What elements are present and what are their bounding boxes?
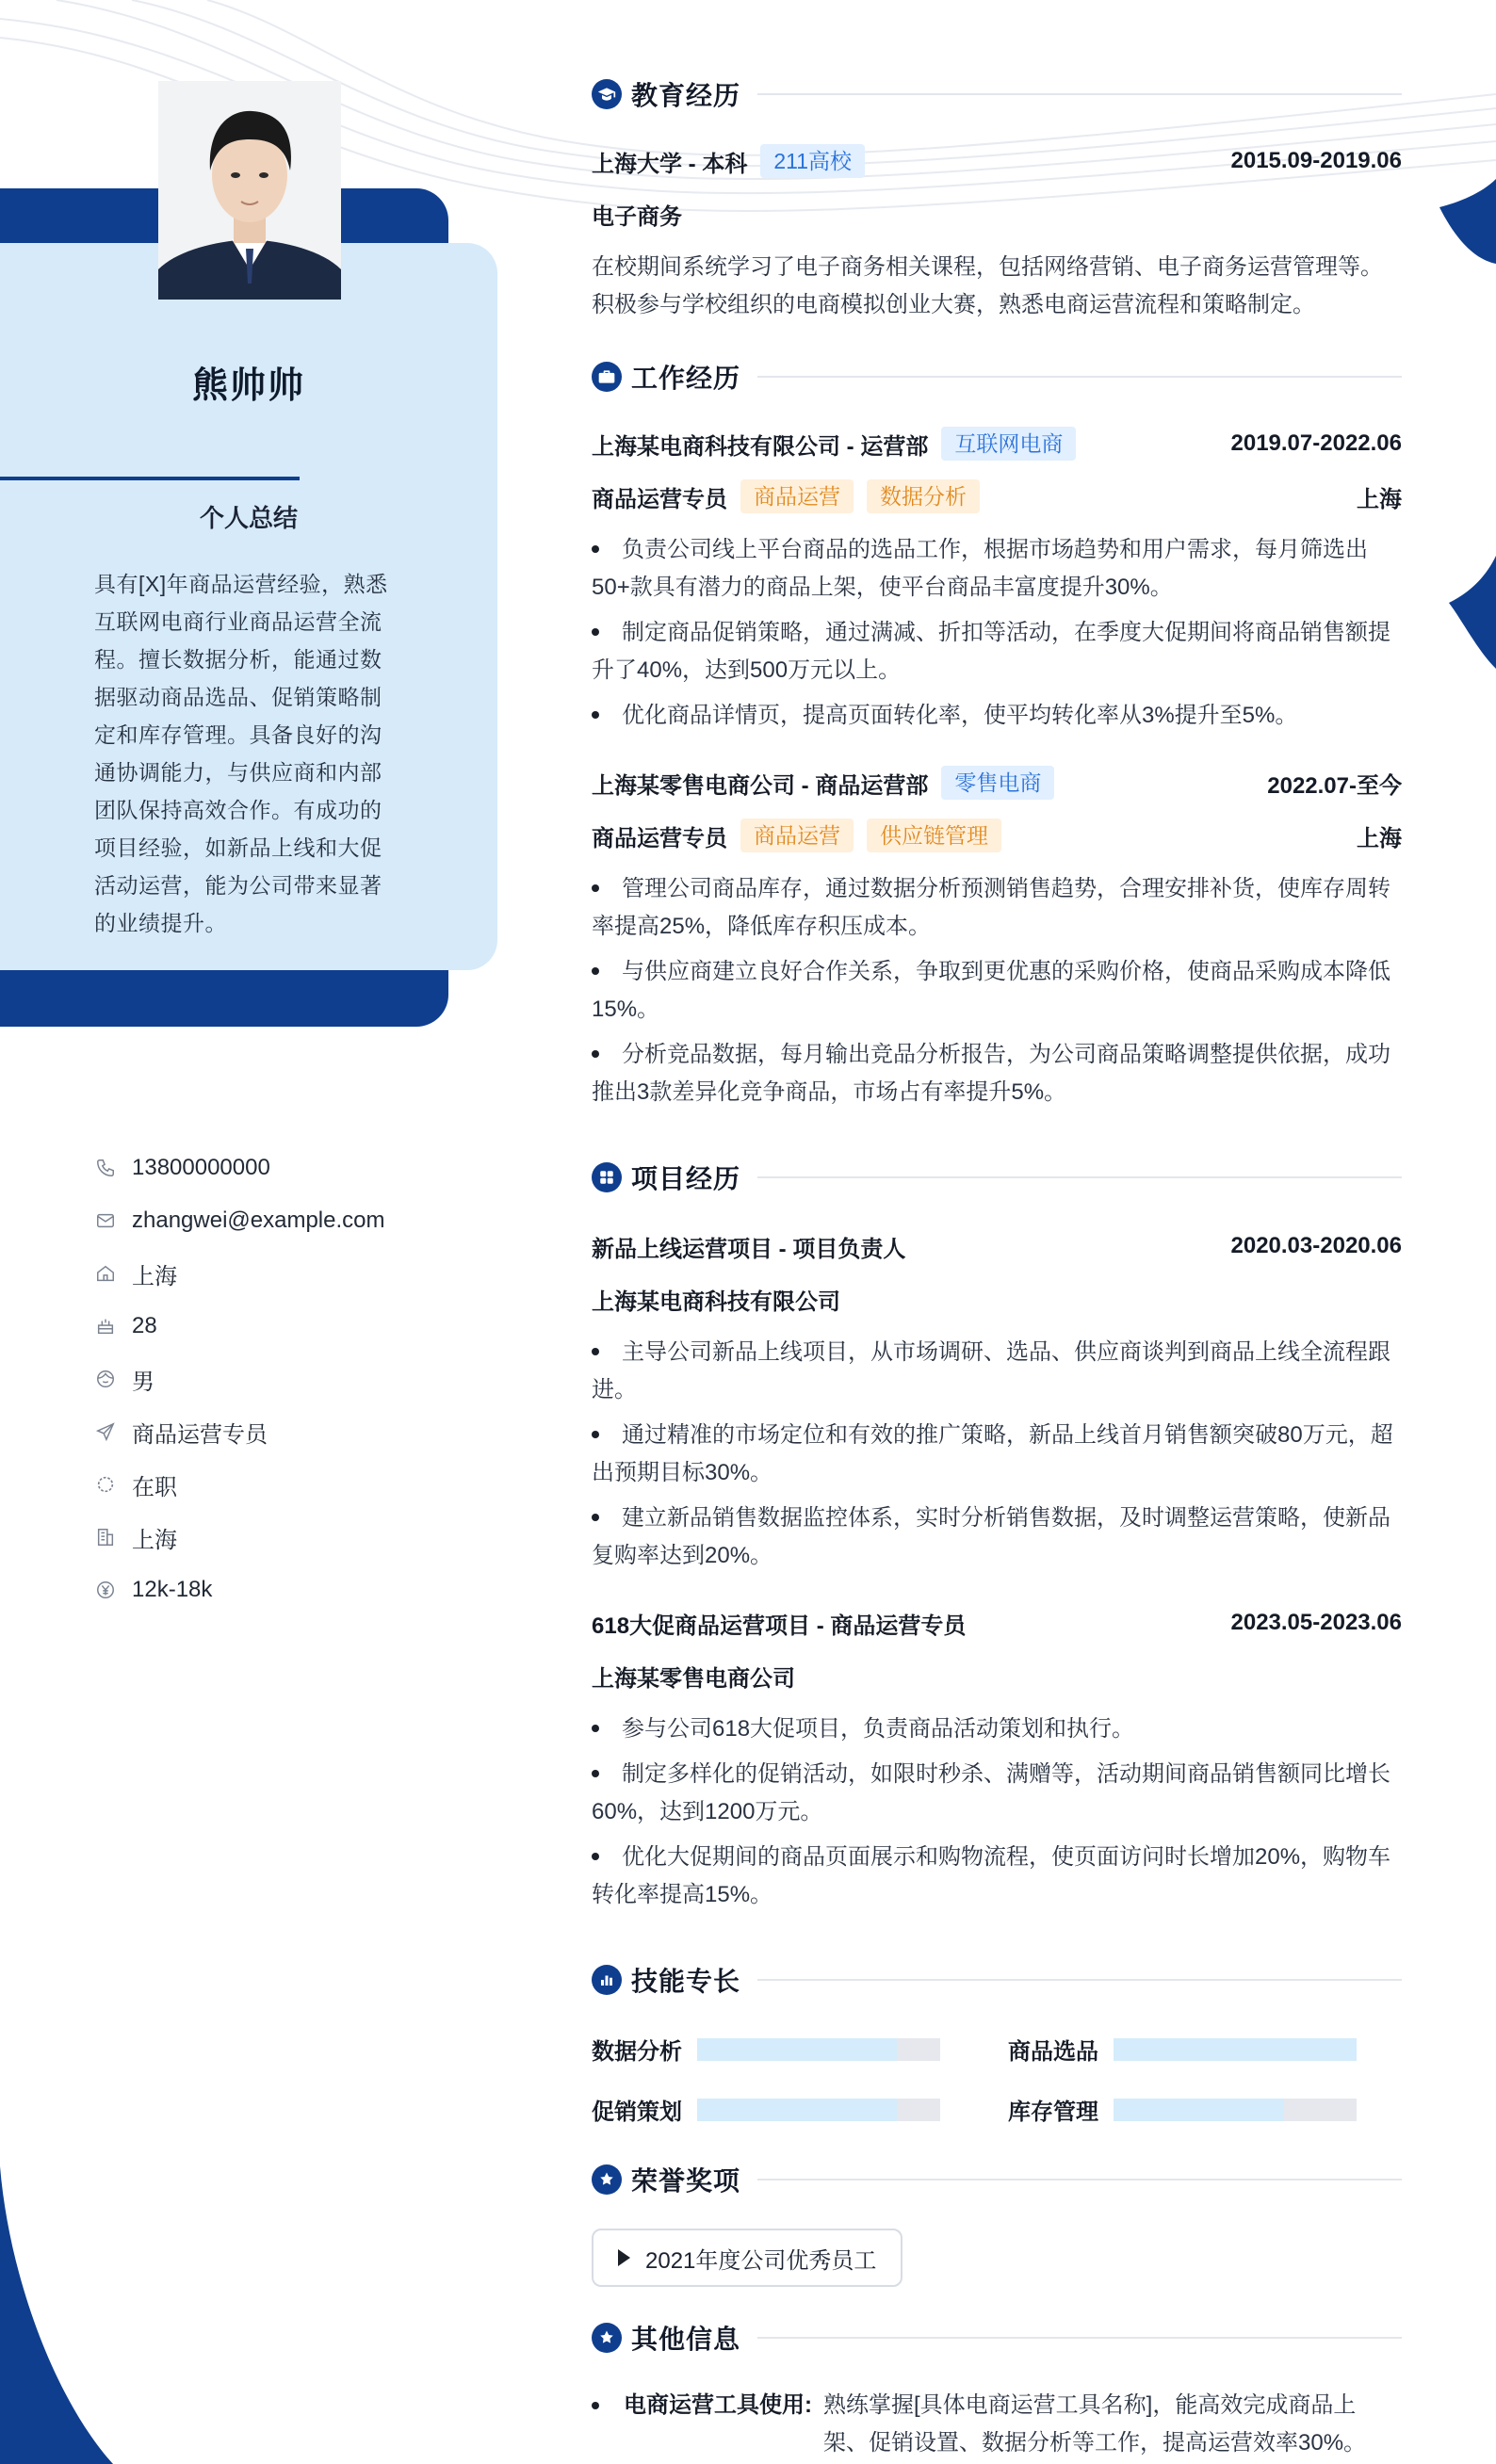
- skill-bar: [697, 2038, 940, 2061]
- skill-tag: 商品运营: [740, 819, 854, 852]
- education-major-row: [592, 194, 1402, 234]
- other-info-label: 电商运营工具使用:: [624, 2392, 812, 2418]
- summary-text: 具有[X]年商品运营经验，熟悉互联网电商行业商品运营全流程。擅长数据分析，能通过数据驱动商品选品、促销策略制定和库存管理。具备良好的沟通协调能力，与供应商和内部团队保持高效合作。有成功的项目经验，如新品上线和大促活动运营，能为公司带来显著的业绩提升。: [94, 572, 388, 935]
- age-value: 28: [132, 1313, 157, 1338]
- job-role-row: [592, 477, 1402, 516]
- major: 电子商务: [592, 203, 682, 230]
- job-bullet: 与供应商建立良好合作关系，争取到更优惠的采购价格，使商品采购成本降低15%。: [592, 959, 1390, 1022]
- job-city: 上海: [1357, 825, 1402, 851]
- project-bullet: 建立新品销售数据监控体系，实时分析销售数据，及时调整运营策略，使新品复购率达到20%。: [592, 1505, 1390, 1568]
- decorative-right-curves: [1421, 179, 1496, 669]
- project-date: 2023.05-2023.06: [1230, 1610, 1402, 1635]
- contact-position: [94, 1405, 452, 1458]
- company-name: 上海某零售电商公司 - 商品运营部: [592, 772, 929, 799]
- face-icon: [94, 1368, 117, 1390]
- contact-list: [94, 1142, 452, 1616]
- award-icon: [592, 2164, 622, 2195]
- skill-tag: 数据分析: [867, 479, 980, 513]
- industry-tag: 零售电商: [941, 766, 1054, 800]
- school-tag: 211高校: [760, 144, 865, 178]
- contact-location: [94, 1247, 452, 1300]
- education-header: [592, 141, 1402, 181]
- section-title: 荣誉奖项: [631, 2166, 741, 2196]
- job-bullet: 制定商品促销策略，通过满减、折扣等活动，在季度大促期间将商品销售额提升了40%，达到500万元以上。: [592, 620, 1390, 683]
- section-skills: [592, 1961, 1402, 1999]
- contact-phone: [94, 1142, 452, 1194]
- section-rule: [757, 1979, 1402, 1981]
- section-title: 项目经历: [631, 1164, 741, 1193]
- bar-chart-icon: [592, 1965, 622, 1995]
- project-company: 上海某零售电商公司: [592, 1665, 795, 1692]
- project-name: 618大促商品运营项目 - 商品运营专员: [592, 1613, 967, 1639]
- candidate-name: 熊帅帅: [191, 366, 305, 406]
- project-bullet: 主导公司新品上线项目，从市场调研、选品、供应商谈判到商品上线全流程跟进。: [592, 1339, 1390, 1402]
- project-company-row: [592, 1656, 1402, 1695]
- education-date: 2015.09-2019.06: [1230, 148, 1402, 173]
- graduation-cap-icon: [592, 79, 622, 109]
- skill-label: 促销策划: [592, 2099, 682, 2125]
- salary-value: 12k-18k: [132, 1577, 213, 1602]
- job-role-row: [592, 816, 1402, 855]
- project-company-row: [592, 1279, 1402, 1319]
- skill-bar: [1114, 2099, 1357, 2121]
- contact-age: [94, 1300, 452, 1353]
- play-icon: [618, 2249, 630, 2266]
- skill-label: 库存管理: [1008, 2099, 1098, 2125]
- contact-city: [94, 1511, 452, 1564]
- job-bullet: 管理公司商品库存，通过数据分析预测销售趋势，合理安排补货，使库存周转率提高25%，降低库存积压成本。: [592, 876, 1390, 939]
- project-header: [592, 1226, 1402, 1266]
- project-date: 2020.03-2020.06: [1230, 1233, 1402, 1258]
- section-rule: [757, 2337, 1402, 2339]
- phone-icon: [94, 1157, 117, 1179]
- contact-status: [94, 1458, 452, 1511]
- job-header: [592, 763, 1402, 802]
- contact-email: [94, 1194, 452, 1247]
- school-name: 上海大学 - 本科: [592, 151, 748, 177]
- project-bullet: 制定多样化的促销活动，如限时秒杀、满赠等，活动期间商品销售额同比增长60%，达到1200万元。: [592, 1761, 1390, 1824]
- status-value: 在职: [132, 1474, 177, 1500]
- project-bullet: 优化大促期间的商品页面展示和购物流程，使页面访问时长增加20%，购物车转化率提高15%。: [592, 1844, 1391, 1907]
- award-text: 2021年度公司优秀员工: [645, 2247, 877, 2274]
- home-icon: [94, 1262, 117, 1285]
- project-bullet: 通过精准的市场定位和有效的推广策略，新品上线首月销售额突破80万元，超出预期目标30%。: [592, 1422, 1393, 1485]
- skill-label: 商品选品: [1008, 2039, 1098, 2065]
- briefcase-icon: [592, 362, 622, 392]
- job-bullet: 优化商品详情页，提高页面转化率，使平均转化率从3%提升至5%。: [592, 697, 1402, 735]
- section-rule: [757, 376, 1402, 378]
- section-awards: [592, 2161, 1402, 2198]
- city-value: 上海: [132, 1527, 177, 1553]
- section-rule: [757, 93, 1402, 95]
- yen-icon: [94, 1579, 117, 1601]
- skill-bar: [697, 2099, 940, 2121]
- section-rule: [757, 1176, 1402, 1178]
- location-value: 上海: [132, 1263, 177, 1289]
- project-header: [592, 1603, 1402, 1643]
- section-rule: [757, 2179, 1402, 2180]
- section-title: 教育经历: [631, 81, 741, 110]
- decorative-left-curve: [0, 2166, 113, 2464]
- job-bullet: 分析竞品数据，每月输出竞品分析报告，为公司商品策略调整提供依据，成功推出3款差异化竞争商品，市场占有率提升5%。: [592, 1042, 1390, 1105]
- section-title: 其他信息: [631, 2325, 741, 2354]
- building-icon: [94, 1526, 117, 1548]
- job-date: 2022.07-至今: [1267, 772, 1402, 799]
- skill-tag: 商品运营: [740, 479, 854, 513]
- phone-value: 13800000000: [132, 1155, 270, 1180]
- gender-value: 男: [132, 1369, 154, 1395]
- section-title: 技能专长: [631, 1967, 741, 1996]
- section-title: 工作经历: [631, 364, 741, 393]
- contact-gender: [94, 1353, 452, 1405]
- status-icon: [94, 1473, 117, 1496]
- skill-tag: 供应链管理: [867, 819, 1001, 852]
- grid-icon: [592, 1162, 622, 1192]
- paper-plane-icon: [94, 1420, 117, 1443]
- job-role: 商品运营专员: [592, 486, 727, 512]
- project-bullet: 参与公司618大促项目，负责商品活动策划和执行。: [592, 1710, 1402, 1748]
- skill-label: 数据分析: [592, 2039, 682, 2065]
- summary-divider: [0, 477, 300, 480]
- award-item: [592, 2229, 902, 2287]
- info-icon: [592, 2323, 622, 2353]
- section-projects: [592, 1159, 1402, 1196]
- contact-salary: [94, 1564, 452, 1616]
- industry-tag: 互联网电商: [941, 427, 1076, 461]
- job-date: 2019.07-2022.06: [1230, 430, 1402, 456]
- section-education: [592, 75, 1402, 113]
- cake-icon: [94, 1315, 117, 1337]
- job-bullet: 负责公司线上平台商品的选品工作，根据市场趋势和用户需求，每月筛选出50+款具有潜力的商品上架，使平台商品丰富度提升30%。: [592, 537, 1368, 600]
- project-name: 新品上线运营项目 - 项目负责人: [592, 1236, 906, 1262]
- avatar: [158, 81, 341, 300]
- mail-icon: [94, 1209, 117, 1232]
- education-desc: 在校期间系统学习了电子商务相关课程，包括网络营销、电子商务运营管理等。积极参与学校组织的电商模拟创业大赛，熟悉电商运营流程和策略制定。: [592, 254, 1383, 317]
- job-role: 商品运营专员: [592, 825, 727, 851]
- other-info-value: 熟练掌握[具体电商运营工具名称]，能高效完成商品上架、促销设置、数据分析等工作，提高运营效率30%。: [823, 2392, 1367, 2456]
- email-value: zhangwei@example.com: [132, 1208, 385, 1233]
- section-other: [592, 2319, 1402, 2357]
- position-value: 商品运营专员: [132, 1421, 268, 1448]
- job-header: [592, 424, 1402, 463]
- company-name: 上海某电商科技有限公司 - 运营部: [592, 433, 929, 460]
- skill-bar: [1114, 2038, 1357, 2061]
- section-work: [592, 358, 1402, 396]
- job-city: 上海: [1357, 486, 1402, 512]
- project-company: 上海某电商科技有限公司: [592, 1289, 840, 1315]
- summary-title: 个人总结: [199, 504, 298, 532]
